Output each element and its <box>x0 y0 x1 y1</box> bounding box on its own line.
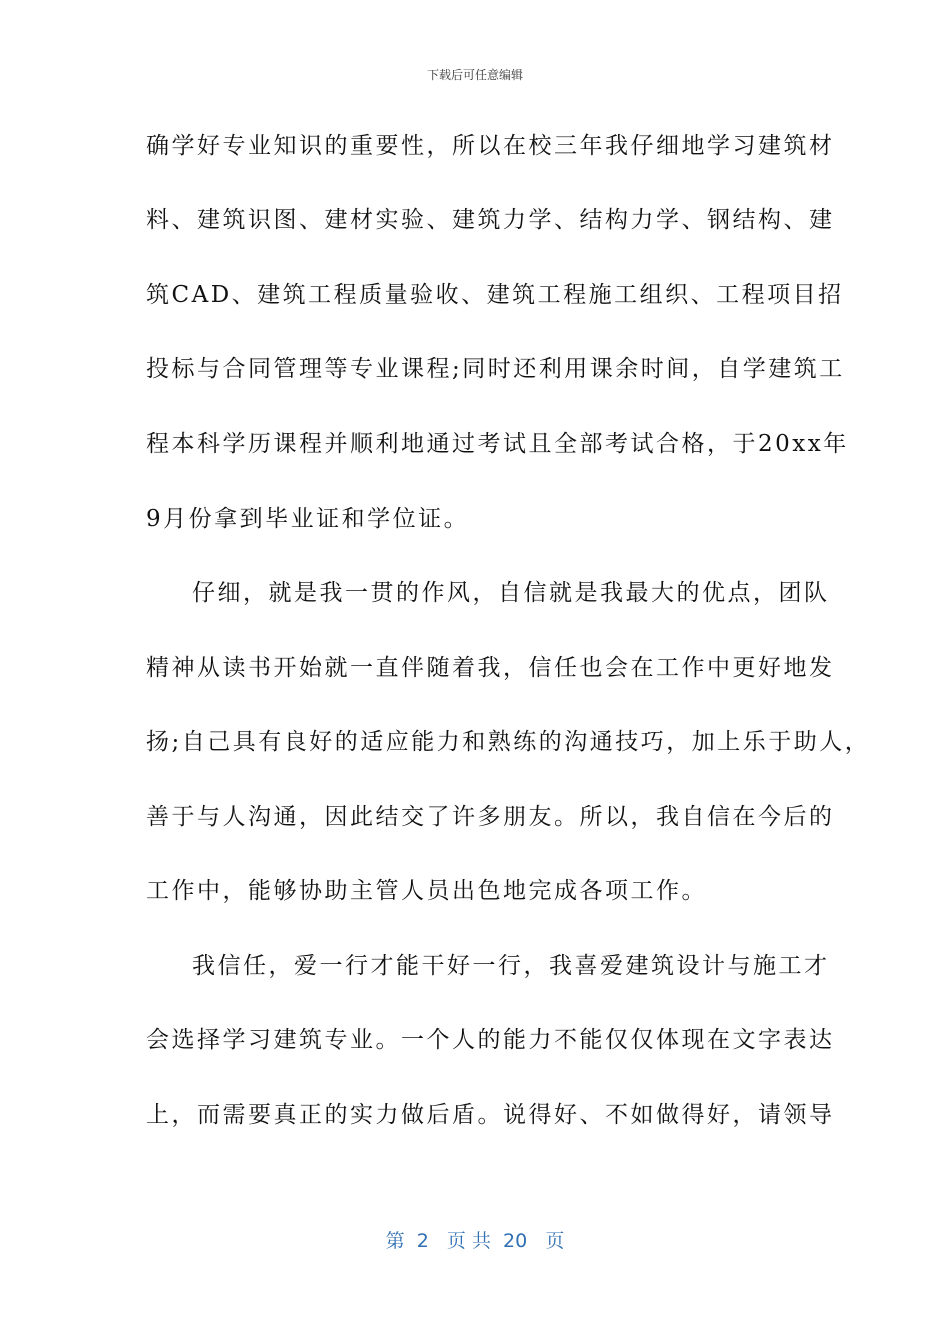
page-header-note: 下载后可任意编辑 <box>426 68 523 82</box>
text-line: 9月份拿到毕业证和学位证。 <box>146 506 470 532</box>
text-line: 扬;自己具有良好的适应能力和熟练的沟通技巧，加上乐于助人， <box>146 729 871 755</box>
text-line: 筑CAD、建筑工程质量验收、建筑工程施工组织、工程项目招 <box>146 282 844 308</box>
paragraph-first-line: 我信任，爱一行才能干好一行，我喜爱建筑设计与施工才 <box>192 953 830 979</box>
text-line: 程本科学历课程并顺利地通过考试且全部考试合格，于20xx年 <box>146 431 849 457</box>
paragraph-first-line: 仔细，就是我一贯的作风，自信就是我最大的优点，团队 <box>192 580 830 606</box>
text-line: 料、建筑识图、建材实验、建筑力学、结构力学、钢结构、建 <box>146 207 835 233</box>
text-line: 投标与合同管理等专业课程;同时还利用课余时间，自学建筑工 <box>146 356 845 382</box>
text-line: 确学好专业知识的重要性，所以在校三年我仔细地学习建筑材 <box>146 133 835 159</box>
text-line: 上，而需要真正的实力做后盾。说得好、不如做得好，请领导 <box>146 1102 835 1128</box>
text-line: 会选择学习建筑专业。一个人的能力不能仅仅体现在文字表达 <box>146 1027 835 1053</box>
text-line: 工作中，能够协助主管人员出色地完成各项工作。 <box>146 878 707 904</box>
text-line: 善于与人沟通，因此结交了许多朋友。所以，我自信在今后的 <box>146 804 835 830</box>
page-number-footer: 第 2 页 共 20 页 <box>385 1230 565 1252</box>
text-line: 精神从读书开始就一直伴随着我，信任也会在工作中更好地发 <box>146 655 835 681</box>
